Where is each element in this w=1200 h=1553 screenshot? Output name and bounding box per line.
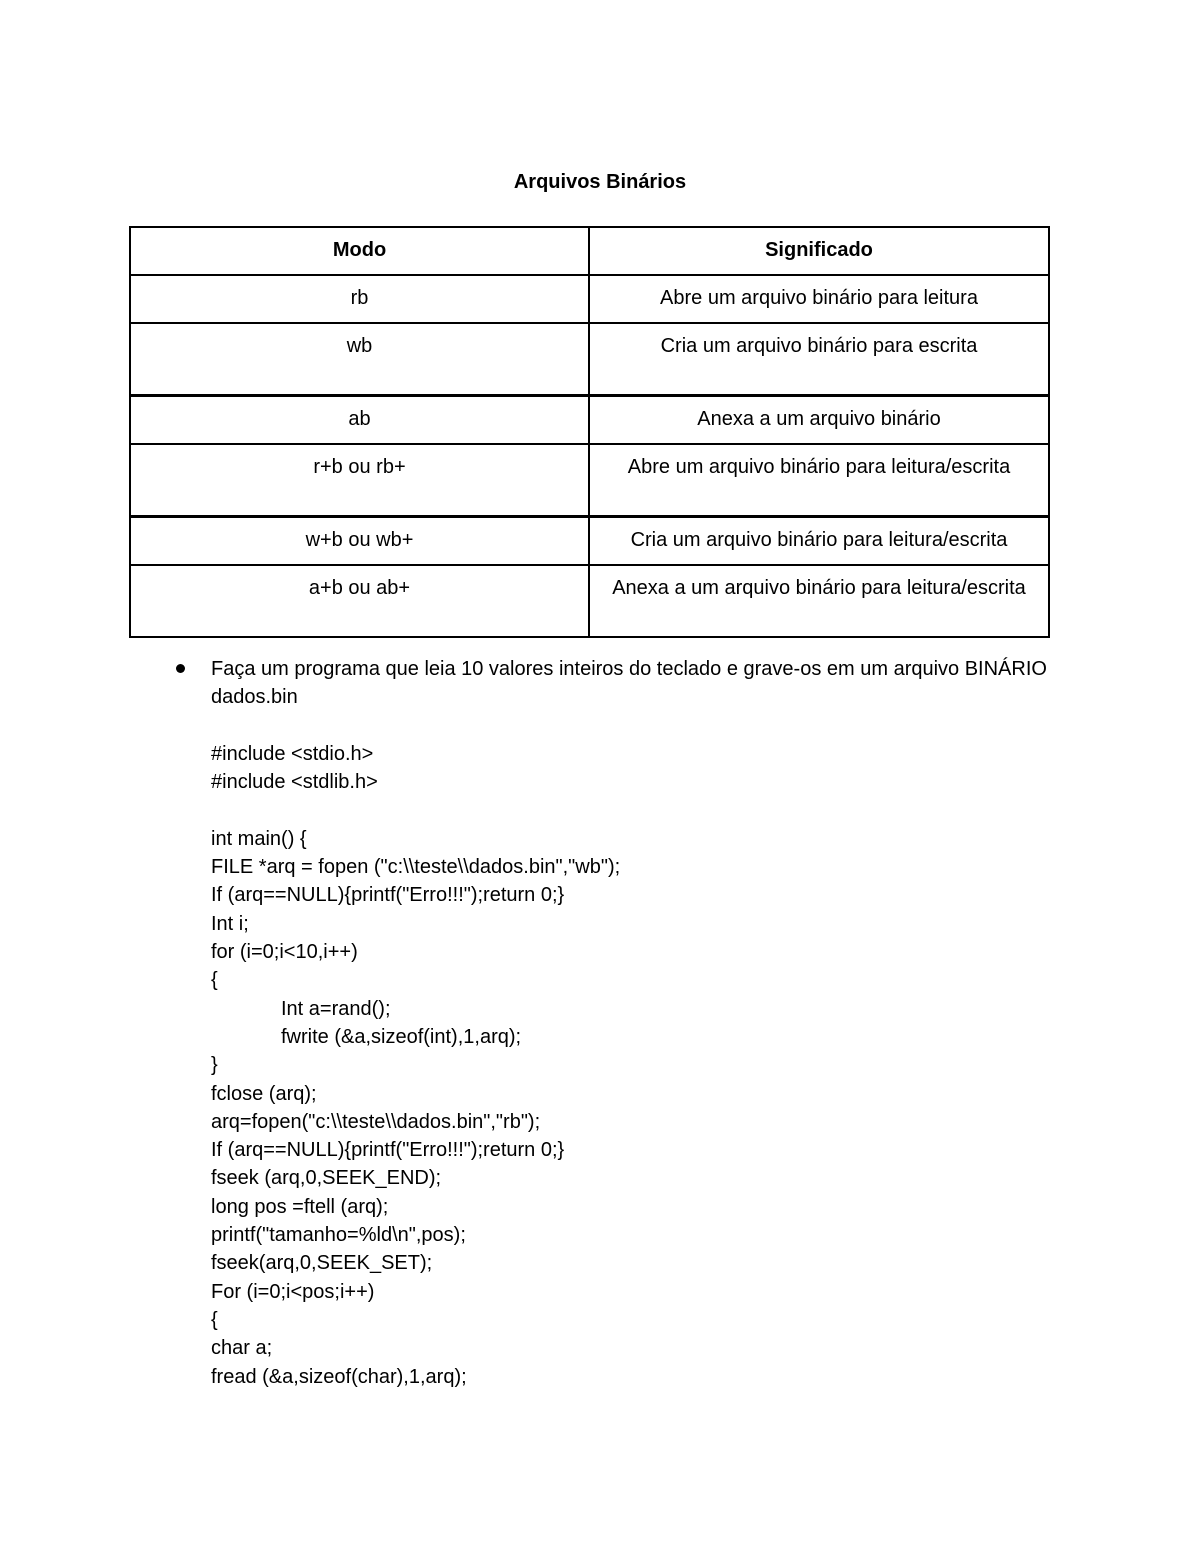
code-line: fread (&a,sizeof(char),1,arq); <box>211 1365 467 1388</box>
code-line: arq=fopen("c:\\teste\\dados.bin","rb"); <box>211 1110 541 1133</box>
bullet-icon <box>176 664 185 673</box>
meaning-cell: Cria um arquivo binário para leitura/escrita <box>589 517 1049 566</box>
meaning-cell: Anexa a um arquivo binário <box>589 396 1049 445</box>
mode-cell: ab <box>130 396 589 445</box>
header-mode: Modo <box>130 227 589 275</box>
code-line: int main() { <box>211 827 307 850</box>
code-line: } <box>211 1054 218 1077</box>
code-line: Int i; <box>211 912 249 935</box>
mode-cell: wb <box>130 323 589 396</box>
mode-cell: rb <box>130 275 589 323</box>
code-line: char a; <box>211 1337 273 1360</box>
table-row <box>130 565 1049 637</box>
code-line <box>211 797 1111 825</box>
code-line: If (arq==NULL){printf("Erro!!!");return 0;} <box>211 884 565 907</box>
code-line: FILE *arq = fopen ("c:\\teste\\dados.bin","wb"); <box>211 856 621 879</box>
page-title: Arquivos Binários <box>513 171 687 193</box>
meaning-cell: Anexa a um arquivo binário para leitura/escrita <box>589 565 1049 637</box>
table-row <box>130 517 1049 566</box>
table-row <box>130 275 1049 323</box>
code-line: #include <stdlib.h> <box>211 771 378 794</box>
meaning-cell: Abre um arquivo binário para leitura/escrita <box>589 444 1049 517</box>
table-row <box>130 396 1049 445</box>
modes-table <box>129 226 1050 638</box>
meaning-cell: Abre um arquivo binário para leitura <box>589 275 1049 323</box>
code-line: #include <stdio.h> <box>211 743 374 765</box>
task-description: Faça um programa que leia 10 valores inteiros do teclado e grave-os em um arquivo BINÁRIO dados.bin <box>211 658 1047 708</box>
mode-cell: a+b ou ab+ <box>130 565 589 637</box>
meaning-cell: Cria um arquivo binário para escrita <box>589 323 1049 396</box>
code-line: For (i=0;i<pos;i++) <box>211 1280 375 1303</box>
code-line: Int a=rand(); <box>281 997 391 1020</box>
code-line: { <box>211 1308 218 1331</box>
code-line: { <box>211 969 218 992</box>
code-line: fwrite (&a,sizeof(int),1,arq); <box>281 1025 522 1048</box>
mode-cell: r+b ou rb+ <box>130 444 589 517</box>
table-row <box>130 323 1049 396</box>
code-line: fseek(arq,0,SEEK_SET); <box>211 1252 433 1275</box>
code-line: printf("tamanho=%ld\n",pos); <box>211 1224 466 1247</box>
code-line: long pos =ftell (arq); <box>211 1195 389 1218</box>
table-row <box>130 444 1049 517</box>
code-block <box>211 740 1111 1391</box>
code-line: fseek (arq,0,SEEK_END); <box>211 1167 442 1190</box>
code-line: If (arq==NULL){printf("Erro!!!");return 0;} <box>211 1139 565 1162</box>
code-line: fclose (arq); <box>211 1082 317 1105</box>
header-meaning: Significado <box>589 227 1049 275</box>
mode-cell: w+b ou wb+ <box>130 517 589 566</box>
table-header-row <box>130 227 1049 275</box>
code-line: for (i=0;i<10,i++) <box>211 941 358 964</box>
